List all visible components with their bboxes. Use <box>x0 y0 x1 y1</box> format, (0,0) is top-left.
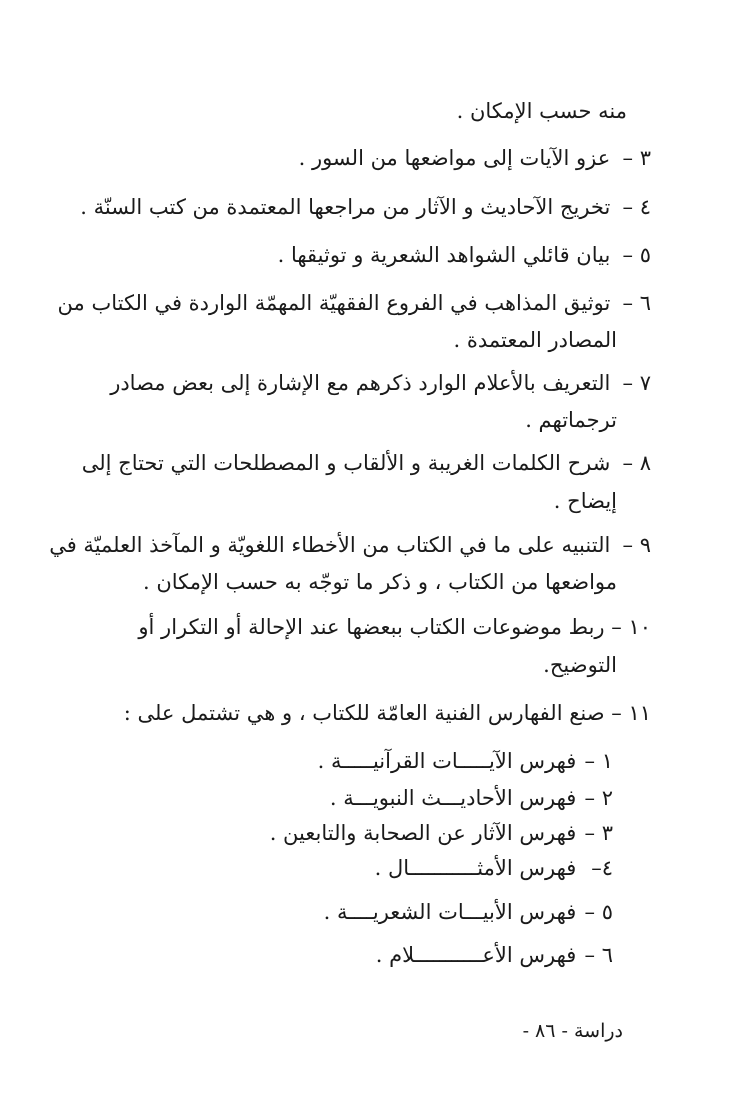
list-item <box>82 448 651 478</box>
subitem-number: ٣ – <box>584 821 613 845</box>
item-number: ٤ – <box>622 195 651 219</box>
subitem-text: فهرس الأبيـــات الشعريــــة . <box>323 900 577 924</box>
subitem-text: فهرس الآيـــــات القرآنيـــــة . <box>317 749 577 773</box>
item-text: ربط موضوعات الكتاب ببعضها عند الإحالة أو التكرار أو <box>138 615 605 639</box>
item-number: ٧ – <box>622 371 651 395</box>
list-item <box>80 192 651 222</box>
item-number: ١١ – <box>611 701 651 725</box>
item-text: التنبيه على ما في الكتاب من الأخطاء اللغويّة و المآخذ العلميّة في <box>49 533 611 557</box>
index-subitem <box>376 940 613 970</box>
item-text: التعريف بالأعلام الوارد ذكرهم مع الإشارة إلى بعض مصادر <box>110 371 611 395</box>
list-item <box>58 288 651 318</box>
subitem-number: ٦ – <box>584 943 613 967</box>
subitem-text: فهرس الأحاديـــث النبويـــة . <box>329 786 577 810</box>
list-item <box>49 530 651 560</box>
index-subitem <box>324 897 613 927</box>
subitem-text: فهرس الأمثـــــــــــال . <box>374 856 577 880</box>
index-subitem <box>375 853 613 883</box>
item-continuation: مواضعها من الكتاب ، و ذكر ما توجّه به حسب الإمكان . <box>143 570 617 594</box>
subitem-number: ٢ – <box>584 786 613 810</box>
index-subitem <box>318 746 613 776</box>
list-item <box>299 143 651 173</box>
item-number: ٣ – <box>622 146 651 170</box>
list-item <box>138 612 651 642</box>
page-footer: دراسة - ٨٦ - <box>522 1020 623 1042</box>
list-item <box>278 240 651 270</box>
item-text: تخريج الآحاديث و الآثار من مراجعها المعتمدة من كتب السنّة . <box>80 195 611 219</box>
item-continuation: المصادر المعتمدة . <box>453 328 617 352</box>
subitem-number: ١ – <box>584 749 613 773</box>
item-continuation: التوضيح. <box>543 653 617 677</box>
subitem-text: فهرس الأعـــــــــــلام . <box>375 943 577 967</box>
index-subitem <box>330 783 613 813</box>
item-number: ١٠ – <box>611 615 651 639</box>
list-item <box>110 368 651 398</box>
item-text: عزو الآيات إلى مواضعها من السور . <box>298 146 611 170</box>
item-text: صنع الفهارس الفنية العامّة للكتاب ، و هي تشتمل على : <box>123 701 605 725</box>
item-text: بيان قائلي الشواهد الشعرية و توثيقها . <box>277 243 611 267</box>
item-continuation: إيضاح . <box>553 489 617 513</box>
item-number: ٥ – <box>622 243 651 267</box>
subitem-text: فهرس الآثار عن الصحابة والتابعين . <box>269 821 577 845</box>
item-text: توثيق المذاهب في الفروع الفقهيّة المهمّة الواردة في الكتاب من <box>57 291 611 315</box>
item-number: ٦ – <box>622 291 651 315</box>
subitem-number: ٥ – <box>584 900 613 924</box>
subitem-number: ٤– <box>591 856 613 880</box>
item-continuation: ترجماتهم . <box>525 408 617 432</box>
item-number: ٩ – <box>622 533 651 557</box>
item-text: شرح الكلمات الغريبة و الألقاب و المصطلحات التي تحتاج إلى <box>81 451 611 475</box>
index-subitem <box>270 818 613 848</box>
list-item <box>124 698 651 728</box>
item-number: ٨ – <box>622 451 651 475</box>
continuation-line: منه حسب الإمكان . <box>456 99 627 123</box>
